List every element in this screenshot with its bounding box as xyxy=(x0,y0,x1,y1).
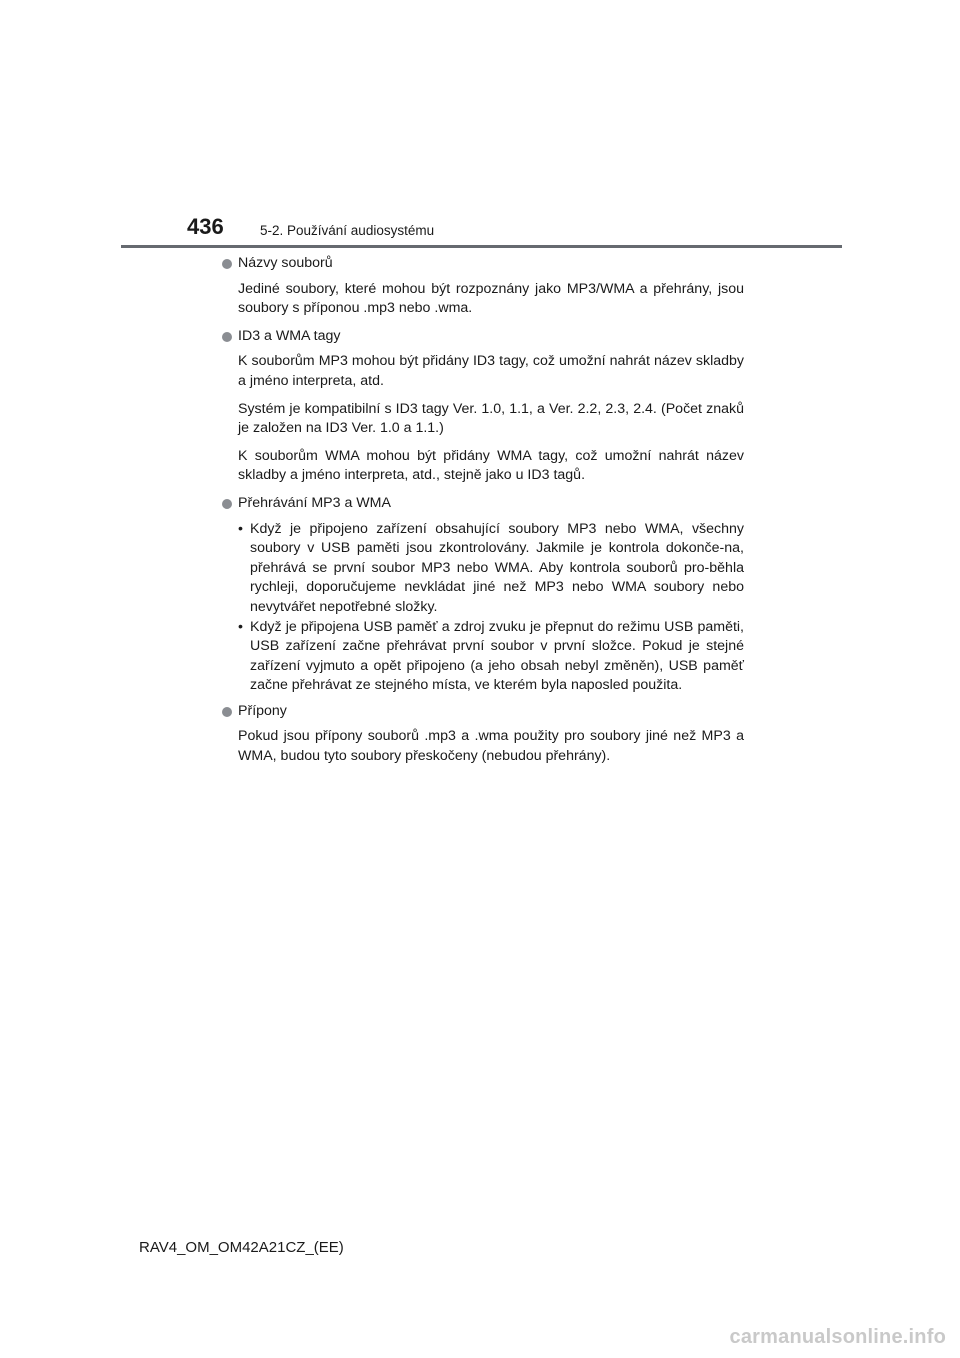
bullet-dot-icon xyxy=(222,332,232,342)
section-extensions xyxy=(222,702,744,767)
section-heading xyxy=(222,327,744,347)
list-item xyxy=(238,618,744,696)
list-item-text: Když je připojeno zařízení obsahující soubory MP3 nebo WMA, všechny soubory v USB paměti jsou zkontrolovány. Jakmile je kontrola dokonče-na, přehrává se první soubor MP3 nebo WMA. Aby kontrola souborů pro-běhla rychleji, doporučujeme nevkládat jiné než MP3 nebo WMA soubory nebo nevytvářet nepotřebné složky. xyxy=(250,520,744,615)
list-item-text: Když je připojena USB paměť a zdroj zvuku je přepnut do režimu USB paměti, USB zařízení začne přehrávat první soubor v první složce. Pokud je stejné zařízení vyjmuto a opět připojeno (a jeho obsah nebyl změněn), USB paměť začne přehrávat ze stejného místa, ve kterém byla naposled použita. xyxy=(250,618,744,694)
list-item xyxy=(238,520,744,618)
bullet-dot-icon xyxy=(222,259,232,269)
paragraph: Jediné soubory, které mohou být rozpoznány jako MP3/WMA a přehrány, jsou soubory s příponou .mp3 nebo .wma. xyxy=(238,280,744,317)
bullet-dot-icon xyxy=(222,707,232,717)
paragraph: K souborům WMA mohou být přidány WMA tagy, což umožní nahrát název skladby a jméno interpreta, atd., stejně jako u ID3 tagů. xyxy=(238,447,744,484)
playback-list xyxy=(238,520,744,696)
watermark-link[interactable]: carmanualsonline.info xyxy=(729,1326,946,1348)
paragraph: Pokud jsou přípony souborů .mp3 a .wma použity pro soubory jiné než MP3 a WMA, budou tyto soubory přeskočeny (nebudou přehrány). xyxy=(238,728,744,765)
header-divider xyxy=(121,245,842,248)
section-heading xyxy=(222,494,744,514)
document-code: RAV4_OM_OM42A21CZ_(EE) xyxy=(139,1239,344,1256)
bullet-dot-icon xyxy=(222,499,232,509)
paragraph: Systém je kompatibilní s ID3 tagy Ver. 1.0, 1.1, a Ver. 2.2, 2.3, 2.4. (Počet znaků je založen na ID3 Ver. 1.0 a 1.1.) xyxy=(238,400,744,437)
section-heading xyxy=(222,254,744,274)
section-id3-wma-tags xyxy=(222,327,744,486)
section-heading-text: ID3 a WMA tagy xyxy=(238,327,341,344)
list-bullet-icon: • xyxy=(238,520,243,537)
paragraph: K souborům MP3 mohou být přidány ID3 tagy, což umožní nahrát název skladby a jméno interpreta, atd. xyxy=(238,353,744,389)
section-file-names xyxy=(222,254,744,319)
section-heading-text: Přehrávání MP3 a WMA xyxy=(238,494,391,511)
section-heading xyxy=(222,702,744,722)
page-number: 436 xyxy=(187,214,224,239)
section-heading-text: Přípony xyxy=(238,702,287,719)
section-playback xyxy=(222,494,744,696)
list-bullet-icon: • xyxy=(238,618,243,635)
page-header xyxy=(187,214,842,248)
section-heading-text: Názvy souborů xyxy=(238,255,333,271)
section-title: 5-2. Používání audiosystému xyxy=(260,223,435,238)
page-content xyxy=(222,254,744,775)
